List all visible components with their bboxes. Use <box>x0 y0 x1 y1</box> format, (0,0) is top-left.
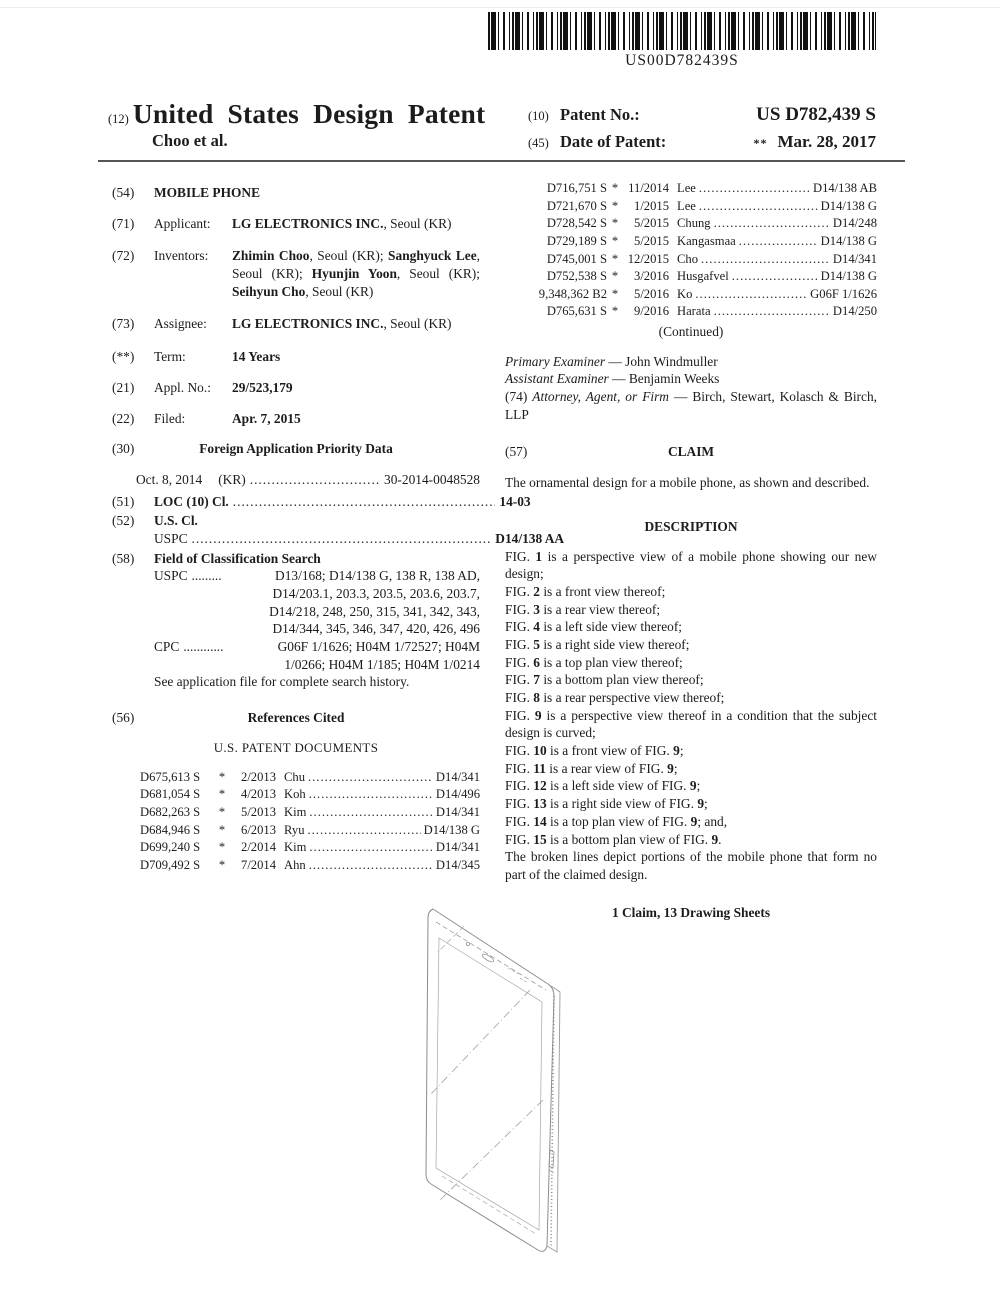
section-filed: (22) Filed: Apr. 7, 2015 <box>112 410 480 428</box>
uspc-search-lines <box>154 585 480 638</box>
ref-star: * <box>611 286 619 301</box>
ref-classification: D14/250 <box>832 304 877 319</box>
ref-name: Koh <box>284 787 306 802</box>
ref-number: D684,946 S <box>140 822 201 837</box>
uspc-search-line: D14/203.1, 203.3, 203.5, 203.6, 203.7, <box>272 586 480 601</box>
ref-classification: D14/138 G <box>820 233 877 248</box>
ref-number: D721,670 S <box>546 198 607 213</box>
page-title: United States Design Patent <box>132 98 486 129</box>
uspc-search-line: D14/344, 345, 346, 347, 420, 426, 496 <box>272 621 480 637</box>
patent-no-field-code: (10) <box>528 109 549 123</box>
continued-note: (Continued) <box>658 324 724 339</box>
ref-date: 7/2014 <box>241 857 276 872</box>
ref-number: D699,240 S <box>140 840 201 855</box>
patent-reference-row <box>140 769 480 787</box>
ref-date: 5/2015 <box>634 216 669 231</box>
figure-description-line: FIG. 5 is a right side view thereof; <box>505 636 690 652</box>
dots: ......... <box>191 568 222 584</box>
ref-classification: D14/341 <box>435 805 480 820</box>
uspc-search-line: D13/168; D14/138 G, 138 R, 138 AD, <box>275 568 480 584</box>
inventors-value: Zhimin Choo, Seoul (KR); Sanghyuck Lee, Seoul (KR); Hyunjin Yoon, Seoul (KR); Seihyun Cho, Seoul (KR) <box>232 248 480 299</box>
ref-name: Ko <box>677 286 693 301</box>
figure-description-line: FIG. 1 is a perspective view of a mobile phone showing our new design; <box>505 548 877 582</box>
dot-leader <box>192 530 492 548</box>
ref-date: 5/2016 <box>634 286 669 301</box>
top-detail-marks <box>508 968 528 983</box>
reflection-line-2 <box>440 1100 543 1200</box>
ref-star: * <box>611 181 619 195</box>
ref-number: D729,189 S <box>546 233 607 248</box>
earpiece-detail <box>481 953 495 964</box>
dot-leader <box>739 233 818 251</box>
priority-app-no: 30-2014-0048528 <box>384 471 480 487</box>
figure-description-line: FIG. 2 is a front view thereof; <box>505 583 666 599</box>
ref-classification: D14/138 AB <box>812 181 877 195</box>
dots: ............ <box>183 639 224 655</box>
ref-name: Cho <box>677 251 698 266</box>
ref-date: 3/2016 <box>634 269 669 284</box>
side-port-detail <box>549 1170 554 1173</box>
figure-description-line: FIG. 10 is a front view of FIG. 9; <box>505 743 684 759</box>
date-field-code: (45) <box>528 136 549 150</box>
figure-description-line: FIG. 6 is a top plan view thereof; <box>505 654 683 670</box>
ref-name: Ahn <box>284 857 306 872</box>
patent-reference-row <box>140 857 480 875</box>
section-field-of-search: (58) Field of Classification Search USPC ......... D13/168; D14/138 G, 138 R, 138 AD, D14/203.1, 203.3, 203.5, 203.6, 203.7, D14/218, 248, 250, 315, 341, 342, 343, D14/344, 345, 346, 347, 420, 426, 496 CPC ............ G06F 1/1626; H04M 1/72527; H04M 1/0266; H04M 1/185; H04M 1/0214 See application file for complete search history. <box>112 550 480 690</box>
invention-title: MOBILE PHONE <box>154 185 261 200</box>
ref-star: * <box>218 805 226 820</box>
ref-star: * <box>611 304 619 319</box>
ref-classification: D14/138 G <box>423 822 480 837</box>
section-term: (**) Term: 14 Years <box>112 348 480 366</box>
section-references-heading: (56) References Cited <box>112 710 345 726</box>
attorney-line: (74) Attorney, Agent, or Firm — Birch, Stewart, Kolasch & Birch, LLP <box>505 389 877 422</box>
dot-leader <box>714 215 830 233</box>
cpc-search-line: 1/0266; H04M 1/185; H04M 1/0214 <box>284 656 480 672</box>
patent-reference-row <box>140 786 480 804</box>
term-stars: ** <box>753 136 768 150</box>
right-column <box>505 180 877 921</box>
ref-classification: D14/345 <box>435 857 480 872</box>
ref-name: Ryu <box>284 822 305 837</box>
dot-leader <box>309 786 433 804</box>
dot-leader <box>695 286 807 304</box>
ref-number: D765,631 S <box>546 304 607 319</box>
section-us-class: (52) U.S. Cl. USPC ..... D14/138 AA <box>112 512 480 547</box>
figure-description-line: FIG. 12 is a left side view of FIG. 9; <box>505 778 701 794</box>
ref-number: D682,263 S <box>140 805 201 820</box>
top-bezel-line <box>436 922 546 990</box>
figure-description-line: FIG. 13 is a right side view of FIG. 9; <box>505 796 708 812</box>
ref-name: Kim <box>284 840 307 855</box>
description-heading: DESCRIPTION <box>644 518 738 534</box>
ref-date: 4/2013 <box>241 787 276 802</box>
ref-star: * <box>218 769 226 784</box>
ref-number: D681,054 S <box>140 787 201 802</box>
ref-classification: D14/138 G <box>820 269 877 284</box>
ref-date: 2/2014 <box>241 840 276 855</box>
section-inventors: (72) Inventors: Zhimin Choo, Seoul (KR); Sanghyuck Lee, Seoul (KR); Hyunjin Yoon, Seoul (KR); Seihyun Cho, Seoul (KR) <box>112 248 480 299</box>
claims-sheets-line: 1 Claim, 13 Drawing Sheets <box>611 904 771 920</box>
dot-leader <box>732 268 818 286</box>
us-patent-documents-heading: U.S. PATENT DOCUMENTS <box>213 740 379 755</box>
section-assignee: (73) Assignee: LG ELECTRONICS INC., Seoul (KR) <box>112 315 480 333</box>
dot-leader <box>699 180 810 198</box>
ref-name: Kim <box>284 805 307 820</box>
dot-leader <box>308 822 421 840</box>
reflection-line-3 <box>438 926 464 952</box>
ref-star: * <box>611 216 619 231</box>
barcode-text: US00D782439S <box>625 52 739 69</box>
figure-description-line: FIG. 8 is a rear perspective view thereof; <box>505 690 725 705</box>
ref-classification: D14/341 <box>435 769 480 784</box>
ref-number: D675,613 S <box>140 769 201 784</box>
figure-description-list <box>505 548 877 849</box>
ref-number: D728,542 S <box>546 216 607 231</box>
ref-name: Lee <box>677 198 696 213</box>
dot-leader <box>250 471 380 489</box>
header-divider <box>98 160 905 162</box>
section-appl-no: (21) Appl. No.: 29/523,179 <box>112 379 480 397</box>
figure-description-line: FIG. 9 is a perspective view thereof in a condition that the subject design is curved; <box>505 707 877 741</box>
ref-number: D745,001 S <box>546 251 607 266</box>
date-value: ** Mar. 28, 2017 <box>753 132 876 151</box>
filed-value: Apr. 7, 2015 <box>232 410 301 426</box>
dot-leader <box>699 198 818 216</box>
us-references-table-continued <box>533 180 877 321</box>
ref-star: * <box>611 198 619 213</box>
ref-date: 11/2014 <box>628 181 669 195</box>
claim-text: The ornamental design for a mobile phone, as shown and described. <box>505 475 870 491</box>
kind-code-number: (12) <box>108 112 129 126</box>
bottom-bezel-line <box>442 1176 536 1234</box>
dot-leader <box>701 251 830 269</box>
ref-date: 12/2015 <box>627 251 669 266</box>
ref-date: 9/2016 <box>634 304 669 319</box>
priority-data-row <box>112 471 480 489</box>
patent-reference-row <box>140 839 480 857</box>
broken-lines-note: The broken lines depict portions of the mobile phone that form no part of the claimed design. <box>505 849 877 882</box>
date-label: Date of Patent: <box>560 132 667 151</box>
ref-star: * <box>218 787 226 802</box>
applicant-value: LG ELECTRONICS INC., Seoul (KR) <box>232 215 452 231</box>
appl-no-value: 29/523,179 <box>232 379 293 395</box>
ref-name: Husgafvel <box>677 269 729 284</box>
ref-date: 5/2015 <box>634 233 669 248</box>
inventor-short-name: Choo et al. <box>152 131 228 150</box>
ref-classification: D14/248 <box>832 216 877 231</box>
barcode-block <box>488 12 876 70</box>
figure-description-line: FIG. 14 is a top plan view of FIG. 9; and, <box>505 813 728 829</box>
patent-reference-row <box>533 303 877 321</box>
figure-description-line: FIG. 7 is a bottom plan view thereof; <box>505 672 704 688</box>
section-title: (54) MOBILE PHONE <box>112 184 480 202</box>
section-applicant: (71) Applicant: LG ELECTRONICS INC., Seoul (KR) <box>112 215 480 233</box>
fig1-phone-drawing <box>400 898 660 1314</box>
ref-date: 5/2013 <box>241 805 276 820</box>
ref-name: Kangasmaa <box>677 233 736 248</box>
dot-leader <box>308 769 433 787</box>
ref-number: D752,538 S <box>546 269 607 284</box>
dot-leader <box>309 857 433 875</box>
dot-leader <box>714 303 830 321</box>
ref-classification: D14/138 G <box>820 198 877 213</box>
uspc-search-line: D14/218, 248, 250, 315, 341, 342, 343, <box>269 603 480 619</box>
section-priority-heading: (30) Foreign Application Priority Data <box>112 441 393 457</box>
header-right <box>528 104 876 158</box>
search-history-note: See application file for complete search history. <box>154 674 410 690</box>
primary-examiner-line: Primary Examiner — John Windmuller <box>505 353 718 369</box>
patent-reference-row <box>533 215 877 233</box>
patent-no-value: US D782,439 S <box>756 104 876 125</box>
ref-number: D709,492 S <box>140 857 201 872</box>
dot-leader <box>309 839 433 857</box>
reflection-line-1 <box>431 990 530 1094</box>
ref-star: * <box>218 857 226 872</box>
patent-reference-row <box>533 268 877 286</box>
ref-star: * <box>218 840 226 855</box>
patent-no-label: Patent No.: <box>560 105 640 124</box>
left-column <box>112 184 565 875</box>
dot-leader <box>233 493 496 511</box>
claim-heading: (57) CLAIM <box>505 444 715 460</box>
section-loc-class: (51) LOC (10) Cl. ..... 14-03 <box>112 493 480 511</box>
figure-description-line: FIG. 15 is a bottom plan view of FIG. 9. <box>505 831 722 847</box>
patent-reference-row <box>533 198 877 216</box>
ref-classification: D14/341 <box>832 251 877 266</box>
priority-country: (KR) <box>218 471 246 487</box>
phone-perspective-svg <box>400 898 660 1314</box>
ref-classification: D14/341 <box>435 840 480 855</box>
ref-classification: G06F 1/1626 <box>810 286 877 301</box>
dot-leader <box>309 804 433 822</box>
term-value: 14 Years <box>232 349 281 365</box>
patent-reference-row <box>140 822 480 840</box>
ref-star: * <box>611 251 619 266</box>
patent-reference-row <box>140 804 480 822</box>
us-references-table <box>140 769 480 875</box>
assistant-examiner-line: Assistant Examiner — Benjamin Weeks <box>505 371 720 387</box>
ref-star: * <box>611 233 619 248</box>
ref-number: 9,348,362 B2 <box>538 286 607 301</box>
ref-classification: D14/496 <box>435 787 480 802</box>
cpc-search-lines <box>154 656 480 674</box>
patent-reference-row <box>533 251 877 269</box>
patent-reference-row <box>533 180 877 198</box>
phone-outline <box>426 909 554 1251</box>
patent-reference-row <box>533 233 877 251</box>
header-left <box>108 98 485 151</box>
ref-star: * <box>611 269 619 284</box>
ref-date: 2/2013 <box>241 769 276 784</box>
cpc-search-line: G06F 1/1626; H04M 1/72527; H04M <box>277 639 480 655</box>
figure-description-line: FIG. 3 is a rear view thereof; <box>505 601 661 617</box>
assignee-value: LG ELECTRONICS INC., Seoul (KR) <box>232 316 452 332</box>
priority-date: Oct. 8, 2014 <box>136 471 203 487</box>
ref-date: 6/2013 <box>241 822 276 837</box>
patent-reference-row <box>533 286 877 304</box>
ref-number: D716,751 S <box>546 181 607 195</box>
loc-class-value: 14-03 <box>499 493 531 509</box>
ref-name: Harata <box>677 304 711 319</box>
ref-name: Chung <box>677 216 711 231</box>
figure-description-line: FIG. 4 is a left side view thereof; <box>505 619 683 635</box>
uspc-value: D14/138 AA <box>495 530 565 546</box>
scan-edge-line <box>0 7 1000 8</box>
camera-detail <box>466 942 469 945</box>
ref-name: Lee <box>677 181 696 195</box>
ref-date: 1/2015 <box>634 198 669 213</box>
figure-description-line: FIG. 11 is a rear view of FIG. 9; <box>505 760 678 776</box>
ref-name: Chu <box>284 769 305 784</box>
barcode-icon <box>488 12 876 50</box>
ref-star: * <box>218 822 226 837</box>
